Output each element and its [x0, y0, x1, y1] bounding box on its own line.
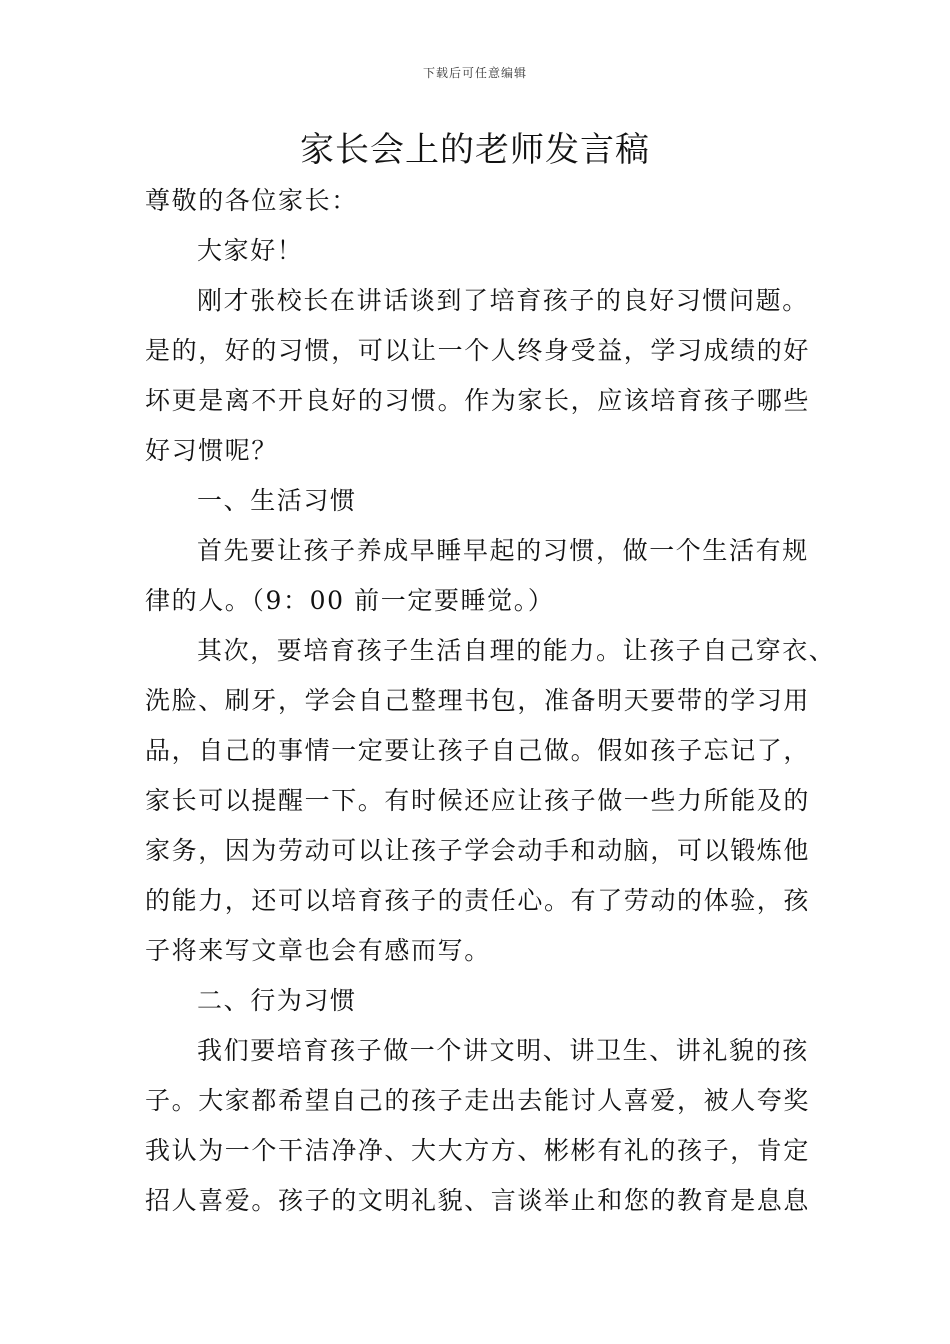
text-line: 我们要培育孩子做一个讲文明、讲卫生、讲礼貌的孩 — [197, 1036, 809, 1065]
document-title: 家长会上的老师发言稿 — [300, 130, 650, 170]
text-line: 二、行为习惯 — [197, 986, 357, 1015]
text-line: 尊敬的各位家长： — [145, 186, 358, 215]
text-line: 坏更是离不开良好的习惯。作为家长，应该培育孩子哪些 — [145, 386, 811, 415]
text-line: 首先要让孩子养成早睡早起的习惯，做一个生活有规 — [197, 536, 809, 565]
text-line: 好习惯呢？ — [145, 436, 279, 465]
text-line: 洗脸、刷牙，学会自己整理书包，准备明天要带的学习用 — [145, 686, 811, 715]
text-line: 子将来写文章也会有感而写。 — [145, 936, 491, 965]
text-line: 家长可以提醒一下。有时候还应让孩子做一些力所能及的 — [145, 786, 811, 815]
text-line: 的能力，还可以培育孩子的责任心。有了劳动的体验，孩 — [145, 886, 811, 915]
text-line: 律的人。（9：00 前一定要睡觉。） — [145, 586, 555, 615]
text-line: 家务，因为劳动可以让孩子学会动手和动脑，可以锻炼他 — [145, 836, 811, 865]
header-note: 下载后可任意编辑 — [422, 66, 527, 80]
text-line: 子。大家都希望自己的孩子走出去能讨人喜爱，被人夸奖 — [145, 1086, 811, 1115]
document-body — [145, 176, 836, 1226]
text-line: 是的，好的习惯，可以让一个人终身受益，学习成绩的好 — [145, 336, 811, 365]
text-line: 我认为一个干洁净净、大大方方、彬彬有礼的孩子，肯定 — [145, 1136, 811, 1165]
text-line: 招人喜爱。孩子的文明礼貌、言谈举止和您的教育是息息 — [145, 1186, 811, 1215]
text-line: 大家好！ — [197, 236, 304, 265]
text-line: 一、生活习惯 — [197, 486, 357, 515]
text-line: 品，自己的事情一定要让孩子自己做。假如孩子忘记了， — [145, 736, 811, 765]
text-line: 其次，要培育孩子生活自理的能力。让孩子自己穿衣、 — [197, 636, 836, 665]
text-line: 刚才张校长在讲话谈到了培育孩子的良好习惯问题。 — [197, 286, 809, 315]
